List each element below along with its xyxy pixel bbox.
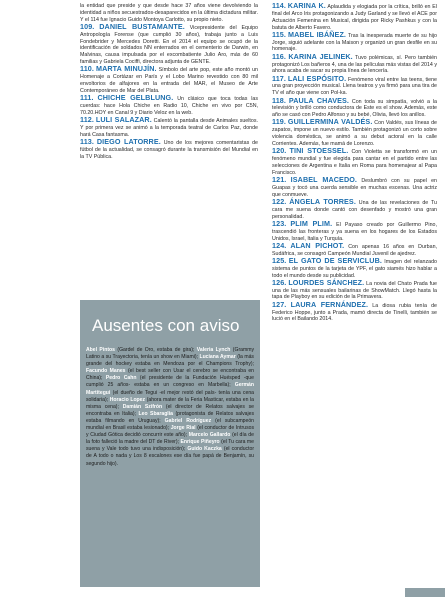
- list-entry: 118. PAULA CHAVES. Con toda su simpatía, volvió a la televisión y brilló como conductora de Este es el show. Además, este año se casó con Pedro Alfonso y su bebé, Olivia, llevó los anillos.: [272, 95, 437, 119]
- absentee-name: Luciana Aymar: [199, 354, 236, 361]
- list-entry: 123. PLIM PLIM. El Payaso creado por Guillermo Pino, trascendió las fronteras y ya suena en los hogares de los Estados Unidos, Israel, Italia y Turquía.: [272, 218, 437, 242]
- right-column: [272, 3, 437, 323]
- list-entry: 113. DIEGO LATORRE. Uno de los mejores comentaristas de fútbol de la actualidad, se consagró durante la transmisión del Mundial en la TV Pública.: [80, 136, 258, 160]
- absentee-name: Pedro Cahn: [105, 375, 137, 382]
- absentee-note: (el día de la foto falleció la madre del DT de River);: [86, 432, 254, 446]
- absentee-note: (el dueño de Tegui -el mejor restó del país- tenía una cena solidaria);: [86, 389, 254, 403]
- list-entry: 109. DANIEL BUSTAMANTE. Vicepresidente del Equipo Antropología Forense (que cumplió 30 años), trabaja junto a Luis Fondebrider y Mercedes Doretti. En el 2014 el equipo se ocupó de la identificación de soldados NN enterrados en el cementerio de Darwin, en Malvinas, causa impulsada por el excombatiente Julio Aro, más de 60 familias y Gabriela Cociffi, directora adjunta de GENTE.: [80, 21, 258, 66]
- absentee-note: (el presidente de la Fundación Huésped -que cumplió 25 años- estaba en un congreso en Marbella);: [86, 375, 254, 389]
- list-entry: 111. CHICHE GELBLUNG. Un clásico que toca todas las cuerdas: hace Hola Chiche en Radio 10, Chiche en vivo por C5N, 70.20.HOY en Canal 9 y Diario Veloz en la web.: [80, 93, 258, 116]
- left-column: [80, 3, 258, 161]
- absentee-note: (Grammy Latino a su Trayectoria, tenía un show en Miami);: [86, 347, 255, 361]
- absentee-note: (protagonista de Relatos salvajes estaba filmando en Uruguay);: [86, 410, 255, 424]
- absentee-note: (la más grande del hockey estaba en Mendoza por el Champions Trophy);: [86, 354, 254, 368]
- list-entry: 122. ÁNGELA TORRES. Una de las revelaciones de Tu cara me suena donde cantó con desenfado y mostró una gran personalidad.: [272, 196, 437, 220]
- footer-bar: [405, 588, 445, 597]
- list-entry: 114. KARINA K. Aplaudida y elogiada por la crítica, brilló en El final del Arco Iris protagonizando a Judy Garland y se llevó el ACE por Actuación Femenina en Musical, dirigida por Ricky Pashkus y con la batuta de Alberto Favero.: [272, 1, 437, 31]
- absentee-note: (el conductor de Intrusos y Ciudad Gótica decidió concurrir este año);: [86, 425, 254, 439]
- list-entry: 112. LULI SALAZAR. Calentó la pantalla desde Animales sueltos. Y por primera vez se animó a la temporada teatral de Carlos Paz, donde hará Casa fantasma.: [80, 115, 258, 138]
- absentee-name: Germán Martitegui: [86, 382, 254, 396]
- absentee-name: Damián Szifrón: [122, 403, 163, 410]
- absentee-note: (el Tu cara me suena y Vale todo tuvo una indisposición);: [86, 439, 254, 453]
- box-body: [86, 347, 254, 468]
- absentee-name: Horacio Lopez: [109, 396, 146, 403]
- absentee-note: (el best seller con Usar el cerebro se encontraba en China);: [86, 368, 255, 382]
- absentee-name: Gabriel Rodríguez: [164, 417, 212, 424]
- absentee-name: Jorge Rial: [170, 425, 196, 432]
- list-entry: 115. MABEL IBÁÑEZ. Tras la inesperada muerte de su hijo Jorge, siguió adelante con la Maison y organizó un gran desfile en su homenaje.: [272, 29, 437, 53]
- list-entry: 125. EL GATO DE SERVICLUB. Imagen del relanzado sistema de puntos de la tarjeta de YPF, el gato siamés hizo hablar a todo el mundo desde su publicidad.: [272, 255, 437, 279]
- list-entry: 110. MARTA MINUJÍN. Símbolo del arte pop, este año montó un Homenaje a Cortázar en París y el Lobo Marino revestido con 80 mil envoltorios de alfajores en la entrada del MAR, el Museo de Arte Contemporáneo de Mar del Plata.: [80, 64, 258, 94]
- list-entry: 116. KARINA JELINEK. Tuvo polémicas, sí. Pero también protagonizó Los bañeros 4, una de las películas más vistas del 2014 y ahora acaba de sacar su propia línea de lencería.: [272, 51, 437, 75]
- absentee-name: Marcelo Gallardo: [188, 432, 231, 439]
- list-entry: 117. LALI ESPÓSITO. Fenómeno viral entre las teens, tiene una gran proyección musical. Llena teatros y ya firmó para una tira de TV el año que viene con Pol-ka.: [272, 73, 437, 97]
- absentee-name: Facundo Manes: [86, 368, 126, 375]
- absentee-note: (el conductor de A todo o nada y Los 8 escalones ese día fue papá de Benjamín, su segundo hijo).: [86, 446, 255, 467]
- absentee-name: Valeria Lynch: [196, 347, 231, 353]
- list-entry: 127. LAURA FERNÁNDEZ. La diosa rubia tenía de Federico Hoppe, junto a Prada, mamó directa de Tinelli, también se lució en el Bailando 2014.: [272, 299, 437, 323]
- absentee-note: (el director de Relatos salvajes se encontraba en Italia);: [86, 403, 255, 417]
- absentee-name: Abel Pintos: [86, 347, 115, 353]
- list-entry: 120. TINI STOESSEL. Con Violetta se transformó en un fenómeno mundial y fue elegida para cantar en el partido entre las selecciones de Argentina e Italia en Roma para homenajear al Papa Francisco.: [272, 146, 438, 176]
- box-title: Ausentes con aviso: [92, 316, 240, 335]
- absentee-note: (ahora mater de la Feria Masticar, estaba en la misma cena);: [86, 396, 254, 410]
- list-entry: 121. ISABEL MACEDO. Deslumbró con su papel en Guapas y tocó una cuerda sensible en muchas escenas. Una actriz que conmueve.: [272, 174, 437, 198]
- absentee-note: (Gardel de Oro, estaba de gira);: [117, 347, 195, 353]
- list-entry: 119. GUILLERMINA VALDÉS. Con Valdés, sus líneas de zapatos, impone un nuevo estilo. También protagonizó un corto sobre violencia doméstica, se animó a su debut actoral en la calle Corrientes. Además, fue mamá de Lorenzo.: [272, 117, 437, 147]
- absentee-name: Guido Kaczka: [187, 446, 222, 453]
- list-entry: 124. ALAN PICHOT. Con apenas 16 años en Durban, Sudáfrica, se consagró Campeón Mundial Juvenil de ajedrez.: [272, 240, 437, 257]
- absentee-name: Enrique Piñeyro: [180, 439, 220, 446]
- list-entry: la entidad que preside y que desde hace 37 años viene devolviendo la identidad a niños secuestrados-desaparecidos en la última dictadura militar. Y el 114 fue Ignacio Guido Montoya Carlotto, su propio nieto.: [80, 3, 258, 23]
- absentee-name: Leo Sbaraglia: [138, 410, 173, 417]
- list-entry: 126. LOURDES SÁNCHEZ. La novia del Chato Prada fue una de las más sensuales bailarinas de ShowMatch. Llegó hasta la tapa de Playboy en su edición de la Primavera.: [272, 277, 437, 301]
- absentee-note: (el subcampeón mundial en Brasil estaba lesionado);: [86, 417, 255, 432]
- absentees-box: [80, 300, 260, 587]
